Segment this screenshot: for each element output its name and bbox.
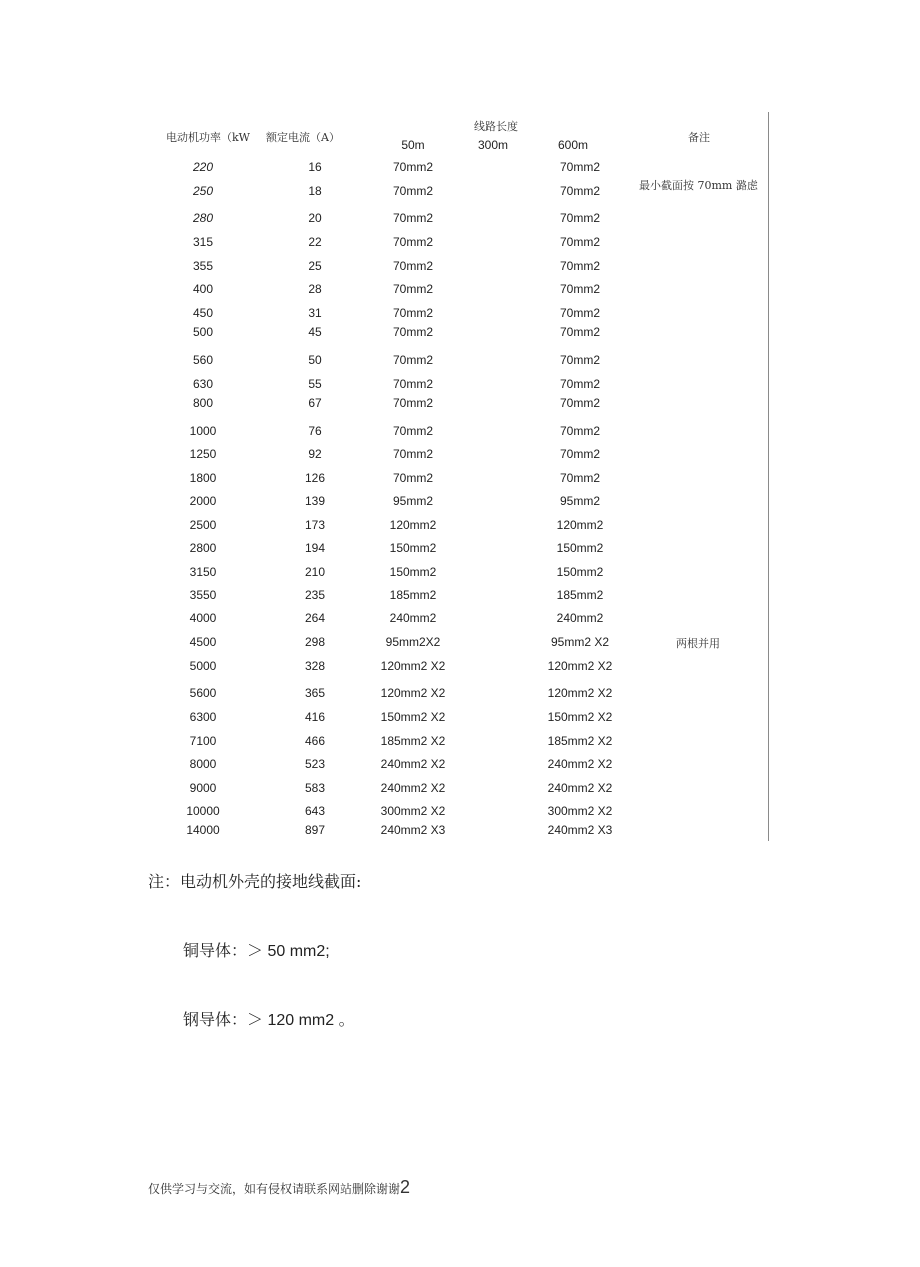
cell-section-50m: 150mm2 <box>389 565 437 579</box>
cell-power: 250 <box>192 184 214 198</box>
cell-power: 560 <box>192 353 214 367</box>
cell-section-600m: 70mm2 <box>559 447 601 461</box>
header-line-length: 线路长度 <box>474 120 518 133</box>
cell-section-600m: 120mm2 <box>556 518 604 532</box>
cell-power: 400 <box>192 282 214 296</box>
cell-section-50m: 120mm2 X2 <box>380 686 446 700</box>
cell-power: 6300 <box>189 710 217 724</box>
cell-power: 220 <box>192 160 214 174</box>
cell-section-600m: 300mm2 X2 <box>547 804 613 818</box>
cell-power: 4500 <box>189 635 217 649</box>
cell-power: 1250 <box>189 447 217 461</box>
cell-power: 1000 <box>189 424 217 438</box>
cell-current: 92 <box>308 447 322 461</box>
page-footer <box>148 1177 410 1198</box>
footer-disclaimer: 仅供学习与交流，如有侵权请联系网站删除谢谢 <box>148 1182 401 1196</box>
cell-power: 630 <box>192 377 214 391</box>
cell-power: 7100 <box>189 734 217 748</box>
cell-current: 55 <box>308 377 322 391</box>
cell-section-50m: 70mm2 <box>392 282 434 296</box>
cell-current: 897 <box>304 823 326 837</box>
cell-section-50m: 70mm2 <box>392 471 434 485</box>
remark-min-section: 最小截面按 70mm 潞虑 <box>639 179 758 192</box>
header-length-50m: 50m <box>401 138 425 152</box>
cell-section-50m: 240mm2 X2 <box>380 757 446 771</box>
cell-current: 25 <box>308 259 322 273</box>
cell-current: 31 <box>308 306 322 320</box>
cell-section-50m: 70mm2 <box>392 160 434 174</box>
cell-power: 14000 <box>186 823 220 837</box>
cell-current: 50 <box>308 353 322 367</box>
cell-current: 416 <box>304 710 326 724</box>
cell-power: 8000 <box>189 757 217 771</box>
cell-power: 4000 <box>189 611 217 625</box>
note-title: 注：电动机外壳的接地线截面: <box>148 872 362 891</box>
cell-power: 2500 <box>189 518 217 532</box>
cell-power: 1800 <box>189 471 217 485</box>
cell-current: 18 <box>308 184 322 198</box>
cell-power: 3550 <box>189 588 217 602</box>
cell-section-50m: 240mm2 <box>389 611 437 625</box>
cell-section-50m: 70mm2 <box>392 211 434 225</box>
cell-section-50m: 70mm2 <box>392 396 434 410</box>
cell-power: 280 <box>192 211 214 225</box>
table-right-border <box>768 112 769 841</box>
cell-section-50m: 120mm2 X2 <box>380 659 446 673</box>
cell-section-50m: 70mm2 <box>392 306 434 320</box>
cell-power: 5600 <box>189 686 217 700</box>
note-steel <box>183 1007 355 1030</box>
cell-current: 235 <box>304 588 326 602</box>
cell-current: 173 <box>304 518 326 532</box>
remark-parallel: 两根并用 <box>676 637 720 650</box>
header-length-600m: 600m <box>557 138 589 152</box>
cell-current: 523 <box>304 757 326 771</box>
cell-section-50m: 70mm2 <box>392 447 434 461</box>
cell-power: 2800 <box>189 541 217 555</box>
cell-current: 298 <box>304 635 326 649</box>
cell-section-50m: 70mm2 <box>392 235 434 249</box>
cell-power: 315 <box>192 235 214 249</box>
cell-section-600m: 70mm2 <box>559 235 601 249</box>
cell-power: 10000 <box>186 804 220 818</box>
cell-current: 22 <box>308 235 322 249</box>
cell-section-600m: 70mm2 <box>559 353 601 367</box>
cell-section-600m: 240mm2 X3 <box>547 823 613 837</box>
cell-section-600m: 240mm2 X2 <box>547 757 613 771</box>
cell-section-600m: 70mm2 <box>559 471 601 485</box>
cell-section-600m: 150mm2 X2 <box>547 710 613 724</box>
cell-current: 20 <box>308 211 322 225</box>
cell-section-600m: 70mm2 <box>559 396 601 410</box>
cell-section-50m: 70mm2 <box>392 377 434 391</box>
cell-current: 76 <box>308 424 322 438</box>
cell-power: 9000 <box>189 781 217 795</box>
cell-current: 194 <box>304 541 326 555</box>
cell-current: 264 <box>304 611 326 625</box>
cell-power: 3150 <box>189 565 217 579</box>
cell-current: 126 <box>304 471 326 485</box>
cell-current: 45 <box>308 325 322 339</box>
cell-section-600m: 240mm2 X2 <box>547 781 613 795</box>
cell-section-600m: 70mm2 <box>559 160 601 174</box>
cell-current: 328 <box>304 659 326 673</box>
cell-current: 67 <box>308 396 322 410</box>
cell-section-600m: 185mm2 <box>556 588 604 602</box>
note-copper-label: 铜导体： <box>183 941 248 960</box>
cell-section-50m: 70mm2 <box>392 424 434 438</box>
cell-section-50m: 70mm2 <box>392 353 434 367</box>
cell-section-600m: 150mm2 <box>556 541 604 555</box>
cell-current: 643 <box>304 804 326 818</box>
cell-section-600m: 70mm2 <box>559 306 601 320</box>
cell-section-50m: 240mm2 X3 <box>380 823 446 837</box>
page-number: 2 <box>400 1177 411 1197</box>
cell-section-50m: 95mm2 <box>392 494 434 508</box>
cell-section-600m: 95mm2 X2 <box>550 635 610 649</box>
cell-section-50m: 150mm2 <box>389 541 437 555</box>
cell-section-50m: 120mm2 <box>389 518 437 532</box>
note-steel-value: ＞ 120 mm2 。 <box>247 1012 355 1029</box>
header-remarks: 备注 <box>688 131 710 144</box>
header-motor-power: 电动机功率（kW <box>166 131 250 144</box>
cell-power: 5000 <box>189 659 217 673</box>
cell-current: 466 <box>304 734 326 748</box>
cell-current: 583 <box>304 781 326 795</box>
cell-current: 16 <box>308 160 322 174</box>
cell-section-50m: 240mm2 X2 <box>380 781 446 795</box>
cell-section-600m: 240mm2 <box>556 611 604 625</box>
cell-section-50m: 185mm2 <box>389 588 437 602</box>
cell-section-50m: 70mm2 <box>392 325 434 339</box>
cell-power: 500 <box>192 325 214 339</box>
cell-section-600m: 70mm2 <box>559 377 601 391</box>
cell-current: 28 <box>308 282 322 296</box>
header-length-300m: 300m <box>477 138 509 152</box>
cell-section-50m: 185mm2 X2 <box>380 734 446 748</box>
cell-section-600m: 150mm2 <box>556 565 604 579</box>
note-copper <box>183 938 330 961</box>
cell-current: 365 <box>304 686 326 700</box>
cell-power: 355 <box>192 259 214 273</box>
note-copper-value: ＞ 50 mm2; <box>247 943 330 960</box>
cell-section-600m: 70mm2 <box>559 325 601 339</box>
cell-section-600m: 185mm2 X2 <box>547 734 613 748</box>
note-steel-label: 钢导体： <box>183 1010 248 1029</box>
cell-section-600m: 70mm2 <box>559 259 601 273</box>
cell-section-50m: 70mm2 <box>392 184 434 198</box>
cell-section-600m: 70mm2 <box>559 184 601 198</box>
cell-section-600m: 95mm2 <box>559 494 601 508</box>
cell-power: 2000 <box>189 494 217 508</box>
cell-current: 139 <box>304 494 326 508</box>
cell-section-600m: 70mm2 <box>559 282 601 296</box>
cell-section-600m: 120mm2 X2 <box>547 659 613 673</box>
cell-section-50m: 70mm2 <box>392 259 434 273</box>
cell-current: 210 <box>304 565 326 579</box>
cell-section-50m: 300mm2 X2 <box>380 804 446 818</box>
cell-section-600m: 120mm2 X2 <box>547 686 613 700</box>
cell-section-600m: 70mm2 <box>559 211 601 225</box>
cell-section-600m: 70mm2 <box>559 424 601 438</box>
cell-power: 450 <box>192 306 214 320</box>
header-rated-current: 额定电流（A） <box>266 131 340 144</box>
cell-section-50m: 150mm2 X2 <box>380 710 446 724</box>
cell-power: 800 <box>192 396 214 410</box>
cell-section-50m: 95mm2X2 <box>385 635 441 649</box>
